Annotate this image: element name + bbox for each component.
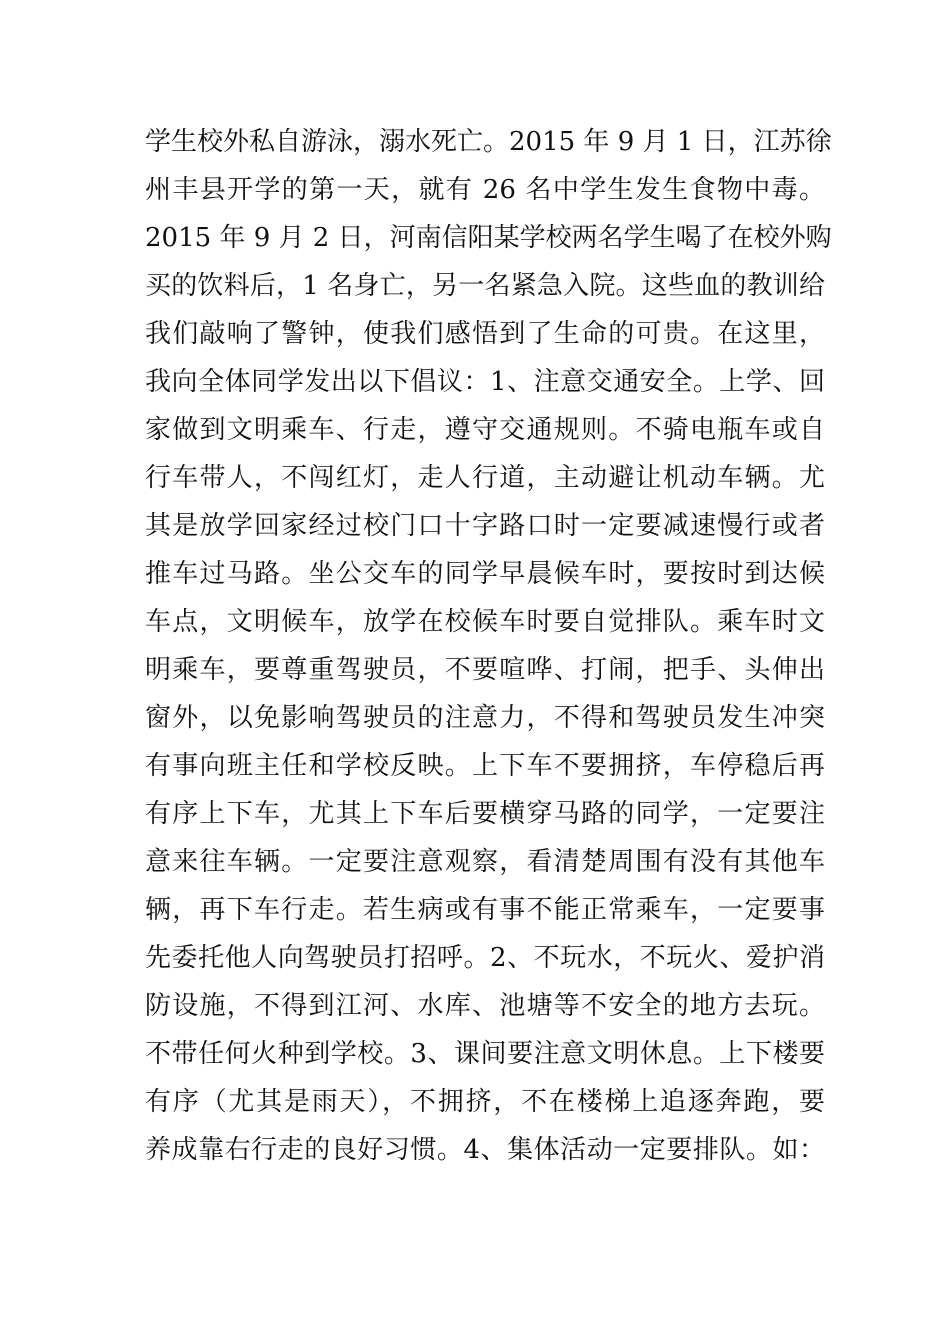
text-line: 防设施，不得到江河、水库、池塘等不安全的地方去玩。 bbox=[145, 991, 825, 1021]
text-line: 养成靠右行走的良好习惯。4、集体活动一定要排队。如： bbox=[145, 1135, 825, 1165]
text-line: 家做到文明乘车、行走，遵守交通规则。不骑电瓶车或自 bbox=[145, 415, 825, 445]
text-line: 学生校外私自游泳，溺水死亡。2015 年 9 月 1 日，江苏徐 bbox=[145, 127, 832, 157]
text-line: 我们敲响了警钟，使我们感悟到了生命的可贵。在这里， bbox=[145, 319, 825, 349]
text-line: 明乘车，要尊重驾驶员，不要喧哗、打闹，把手、头伸出 bbox=[145, 655, 825, 685]
text-line: 有序上下车，尤其上下车后要横穿马路的同学，一定要注 bbox=[145, 799, 825, 829]
text-line: 辆，再下车行走。若生病或有事不能正常乘车，一定要事 bbox=[145, 895, 825, 925]
text-line: 2015 年 9 月 2 日，河南信阳某学校两名学生喝了在校外购 bbox=[145, 223, 832, 253]
text-line: 意来往车辆。一定要注意观察，看清楚周围有没有其他车 bbox=[145, 847, 825, 877]
text-line: 有序（尤其是雨天），不拥挤，不在楼梯上追逐奔跑，要 bbox=[145, 1087, 825, 1117]
text-line: 先委托他人向驾驶员打招呼。2、不玩水，不玩火、爱护消 bbox=[145, 943, 825, 973]
text-line: 窗外，以免影响驾驶员的注意力，不得和驾驶员发生冲突 bbox=[145, 703, 825, 733]
text-line: 推车过马路。坐公交车的同学早晨候车时，要按时到达候 bbox=[145, 559, 825, 589]
text-line: 有事向班主任和学校反映。上下车不要拥挤，车停稳后再 bbox=[145, 751, 825, 781]
text-line: 车点，文明候车，放学在校候车时要自觉排队。乘车时文 bbox=[145, 607, 825, 637]
text-line: 买的饮料后，1 名身亡，另一名紧急入院。这些血的教训给 bbox=[145, 271, 825, 301]
text-line: 州丰县开学的第一天，就有 26 名中学生发生食物中毒。 bbox=[145, 175, 825, 205]
text-line: 其是放学回家经过校门口十字路口时一定要减速慢行或者 bbox=[145, 511, 825, 541]
text-line: 我向全体同学发出以下倡议：1、注意交通安全。上学、回 bbox=[145, 367, 825, 397]
text-line: 行车带人，不闯红灯，走人行道，主动避让机动车辆。尤 bbox=[145, 463, 825, 493]
text-line: 不带任何火种到学校。3、课间要注意文明休息。上下楼要 bbox=[145, 1039, 825, 1069]
body-text bbox=[145, 118, 832, 1174]
